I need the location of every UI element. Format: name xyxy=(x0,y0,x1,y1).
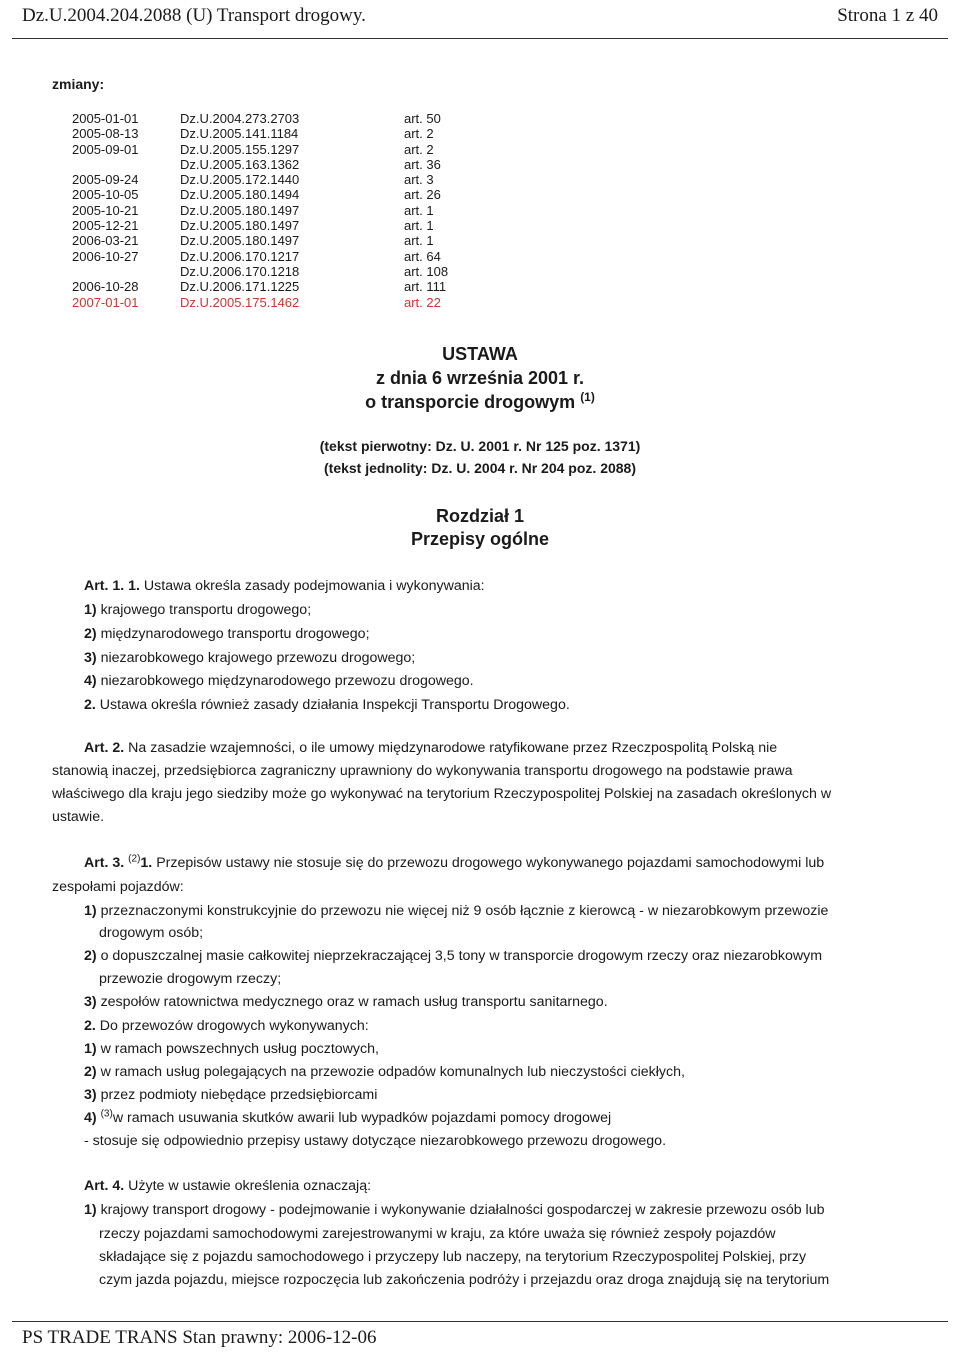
change-date: 2005-01-01 xyxy=(72,111,139,126)
art3-closing: - stosuje się odpowiednio przepisy ustawy dotyczące niezarobkowego przewozu drogowego. xyxy=(84,1133,667,1149)
change-article: art. 1 xyxy=(404,218,434,234)
art1-item-text: niezarobkowego krajowego przewozu drogowego; xyxy=(96,650,416,666)
art3-p2-item xyxy=(84,1041,379,1057)
change-journal-ref[interactable]: Dz.U.2006.170.1217 xyxy=(180,248,300,264)
change-journal-ref[interactable]: Dz.U.2005.180.1497 xyxy=(180,218,300,234)
art1-p2-num: 2. xyxy=(84,697,96,713)
change-date: 2005-10-21 xyxy=(72,202,139,218)
change-article: art. 2 xyxy=(404,141,434,157)
art1-item-text: międzynarodowego transportu drogowego; xyxy=(96,626,370,642)
change-journal-ref[interactable]: Dz.U.2005.155.1297 xyxy=(180,141,300,157)
change-article: art. 36 xyxy=(404,156,441,172)
art3-item-cont: drogowym osób; xyxy=(99,925,204,941)
change-article: art. 2 xyxy=(404,126,434,142)
document-title: Dz.U.2004.204.2088 (U) Transport drogowy. xyxy=(22,5,366,26)
footer-status: PS TRADE TRANS Stan prawny: 2006-12-06 xyxy=(22,1327,377,1348)
art3-item-num: 1) xyxy=(84,903,97,919)
art1-item-num: 3) xyxy=(84,650,97,666)
change-date: 2006-03-21 xyxy=(72,233,139,249)
art2-line xyxy=(84,740,777,756)
header-divider xyxy=(12,38,948,39)
art3-item-cont: przewozie drogowym rzeczy; xyxy=(99,971,282,987)
change-date: 2005-10-05 xyxy=(72,187,139,203)
change-date: 2007-01-01 xyxy=(72,294,139,310)
change-article: art. 22 xyxy=(404,294,441,310)
art1-item-text: krajowego transportu drogowego; xyxy=(96,602,312,618)
art3-p2-item xyxy=(84,1064,685,1080)
change-journal-ref[interactable]: Dz.U.2005.141.1184 xyxy=(180,126,299,142)
change-date: 2005-12-21 xyxy=(72,218,139,234)
changes-label: zmiany: xyxy=(52,76,105,92)
art3-item-text: przeznaczonymi konstrukcyjnie do przewozu nie więcej niż 9 osób łącznie z kierowcą - w niezarobkowym przewozie xyxy=(96,903,829,919)
art3-p1-text: Przepisów ustawy nie stosuje się do przewozu drogowego wykonywanego pojazdami samochodowymi lub xyxy=(152,855,825,871)
change-article: art. 108 xyxy=(404,263,449,279)
art1-p2-text: Ustawa określa również zasady działania Inspekcji Transportu Drogowego. xyxy=(95,697,570,713)
art2-line: stanowią inaczej, przedsiębiorca zagraniczny uprawniony do wykonywania transportu drogowego na podstawie prawa xyxy=(52,763,793,779)
act-date: z dnia 6 września 2001 r. xyxy=(375,368,585,388)
change-journal-ref[interactable]: Dz.U.2005.180.1497 xyxy=(180,233,300,249)
art3-p2-item-text: przez podmioty niebędące przedsiębiorcami xyxy=(96,1087,378,1103)
change-article: art. 26 xyxy=(404,187,441,203)
art1-item-num: 4) xyxy=(84,673,97,689)
change-journal-ref[interactable]: Dz.U.2005.180.1494 xyxy=(180,187,300,203)
footnote-ref[interactable]: (2) xyxy=(128,853,141,865)
art3-item xyxy=(84,903,828,919)
original-text-ref: (tekst pierwotny: Dz. U. 2001 r. Nr 125 poz. 1371) xyxy=(319,438,641,454)
art3-intro xyxy=(84,855,824,871)
footnote-ref[interactable]: (1) xyxy=(580,390,595,404)
footer-divider xyxy=(12,1321,948,1322)
art3-item-text: o dopuszczalnej masie całkowitej nieprzekraczającej 3,5 tony w transporcie drogowym rzeczy oraz niezarobkowym xyxy=(96,948,823,964)
change-article: art. 50 xyxy=(404,111,441,126)
art4-intro-text: Użyte w ustawie określenia oznaczają: xyxy=(124,1178,372,1194)
change-article: art. 64 xyxy=(404,248,441,264)
art3-p2-item-num: 1) xyxy=(84,1041,97,1057)
art3-p1-num: 1. xyxy=(140,855,153,871)
art4-intro xyxy=(84,1178,371,1194)
art1-item-text: niezarobkowego międzynarodowego przewozu drogowego. xyxy=(96,673,474,689)
change-date: 2006-10-27 xyxy=(72,248,139,264)
art2-label: Art. 2. xyxy=(84,740,125,756)
change-article: art. 3 xyxy=(404,172,434,188)
art3-label: Art. 3. xyxy=(84,855,125,871)
change-article: art. 1 xyxy=(404,202,434,218)
page-indicator: Strona 1 z 40 xyxy=(837,5,938,26)
art3-p2-item-text: w ramach usług polegających na przewozie odpadów komunalnych lub nieczystości ciekłych, xyxy=(96,1064,685,1080)
art1-item-num: 1) xyxy=(84,602,97,618)
art3-p2-item-text: w ramach powszechnych usług pocztowych, xyxy=(96,1041,379,1057)
art1-item-num: 2) xyxy=(84,626,97,642)
art3-p2-item xyxy=(84,1110,611,1126)
change-journal-ref[interactable]: Dz.U.2004.273.2703 xyxy=(180,111,300,126)
art1-label: Art. 1. 1. xyxy=(84,578,140,594)
change-article: art. 1 xyxy=(404,233,434,249)
art1-item xyxy=(84,650,415,666)
art1-intro-text: Ustawa określa zasady podejmowania i wykonywania: xyxy=(139,578,485,594)
chapter-number: Rozdział 1 xyxy=(435,506,524,526)
art3-p2-item-num: 2) xyxy=(84,1064,97,1080)
art2-text: Na zasadzie wzajemności, o ile umowy międzynarodowe ratyfikowane przez Rzeczpospolitą Polską nie xyxy=(124,740,778,756)
art3-intro-cont: zespołami pojazdów: xyxy=(52,879,184,895)
change-date: 2005-09-01 xyxy=(72,141,139,157)
art2-line: właściwego dla kraju jego siedziby może go wykonywać na terytorium Rzeczypospolitej Polskiej na zasadach określonych w xyxy=(52,786,832,802)
art3-item-num: 3) xyxy=(84,994,97,1010)
art3-item-text: zespołów ratownictwa medycznego oraz w ramach usług transportu sanitarnego. xyxy=(96,994,608,1010)
art3-p2-item-text: w ramach usuwania skutków awarii lub wypadków pojazdami pomocy drogowej xyxy=(112,1110,612,1126)
art1-item xyxy=(84,602,311,618)
art3-item xyxy=(84,994,608,1010)
consolidated-text-ref: (tekst jednolity: Dz. U. 2004 r. Nr 204 poz. 2088) xyxy=(324,460,636,476)
change-article: art. 111 xyxy=(404,279,447,295)
art4-item-cont: składające się z pojazdu samochodowego i przyczepy lub naczepy, na terytorium Rzeczypospolitej Polskiej, przy xyxy=(99,1249,807,1265)
change-journal-ref[interactable]: Dz.U.2006.170.1218 xyxy=(180,263,300,279)
art3-p2-text: Do przewozów drogowych wykonywanych: xyxy=(95,1018,369,1034)
change-journal-ref[interactable]: Dz.U.2005.180.1497 xyxy=(180,202,300,218)
art2-line: ustawie. xyxy=(52,809,105,825)
act-subject xyxy=(0,392,960,413)
art3-p2-num: 2. xyxy=(84,1018,96,1034)
art3-item-num: 2) xyxy=(84,948,97,964)
art4-item-text: krajowy transport drogowy - podejmowanie i wykonywanie działalności gospodarczej w zakresie przewozu osób lub xyxy=(96,1202,825,1218)
change-journal-ref[interactable]: Dz.U.2005.163.1362 xyxy=(180,156,300,172)
art3-p2-item xyxy=(84,1087,377,1103)
art1-paragraph-2 xyxy=(84,697,570,713)
art3-p2-item-num: 4) xyxy=(84,1110,97,1126)
art3-item xyxy=(84,948,822,964)
footnote-ref[interactable]: (3) xyxy=(100,1108,113,1120)
art4-item-num: 1) xyxy=(84,1202,97,1218)
art4-item-cont: czym jazda pojazdu, miejsce rozpoczęcia lub zakończenia podróży i przejazdu oraz droga znajdują się na terytorium xyxy=(99,1272,830,1288)
art3-p2-item-num: 3) xyxy=(84,1087,97,1103)
change-date: 2005-09-24 xyxy=(72,172,139,188)
art1-item xyxy=(84,626,370,642)
art4-item-cont: rzeczy pojazdami samochodowymi zarejestrowanymi w kraju, za które uważa się również zespoły pojazdów xyxy=(99,1226,776,1242)
chapter-name: Przepisy ogólne xyxy=(410,529,550,549)
art4-item xyxy=(84,1202,824,1218)
change-journal-ref[interactable]: Dz.U.2005.172.1440 xyxy=(180,172,300,188)
art1-intro xyxy=(84,578,485,594)
art4-label: Art. 4. xyxy=(84,1178,125,1194)
change-journal-ref[interactable]: Dz.U.2005.175.1462 xyxy=(180,294,300,310)
act-subject-text: o transporcie drogowym xyxy=(365,392,576,412)
art1-item xyxy=(84,673,474,689)
act-type: USTAWA xyxy=(442,344,518,364)
change-date: 2006-10-28 xyxy=(72,279,139,295)
art3-paragraph-2 xyxy=(84,1018,369,1034)
change-journal-ref[interactable]: Dz.U.2006.171.1225 xyxy=(180,279,300,295)
change-date: 2005-08-13 xyxy=(72,126,139,142)
